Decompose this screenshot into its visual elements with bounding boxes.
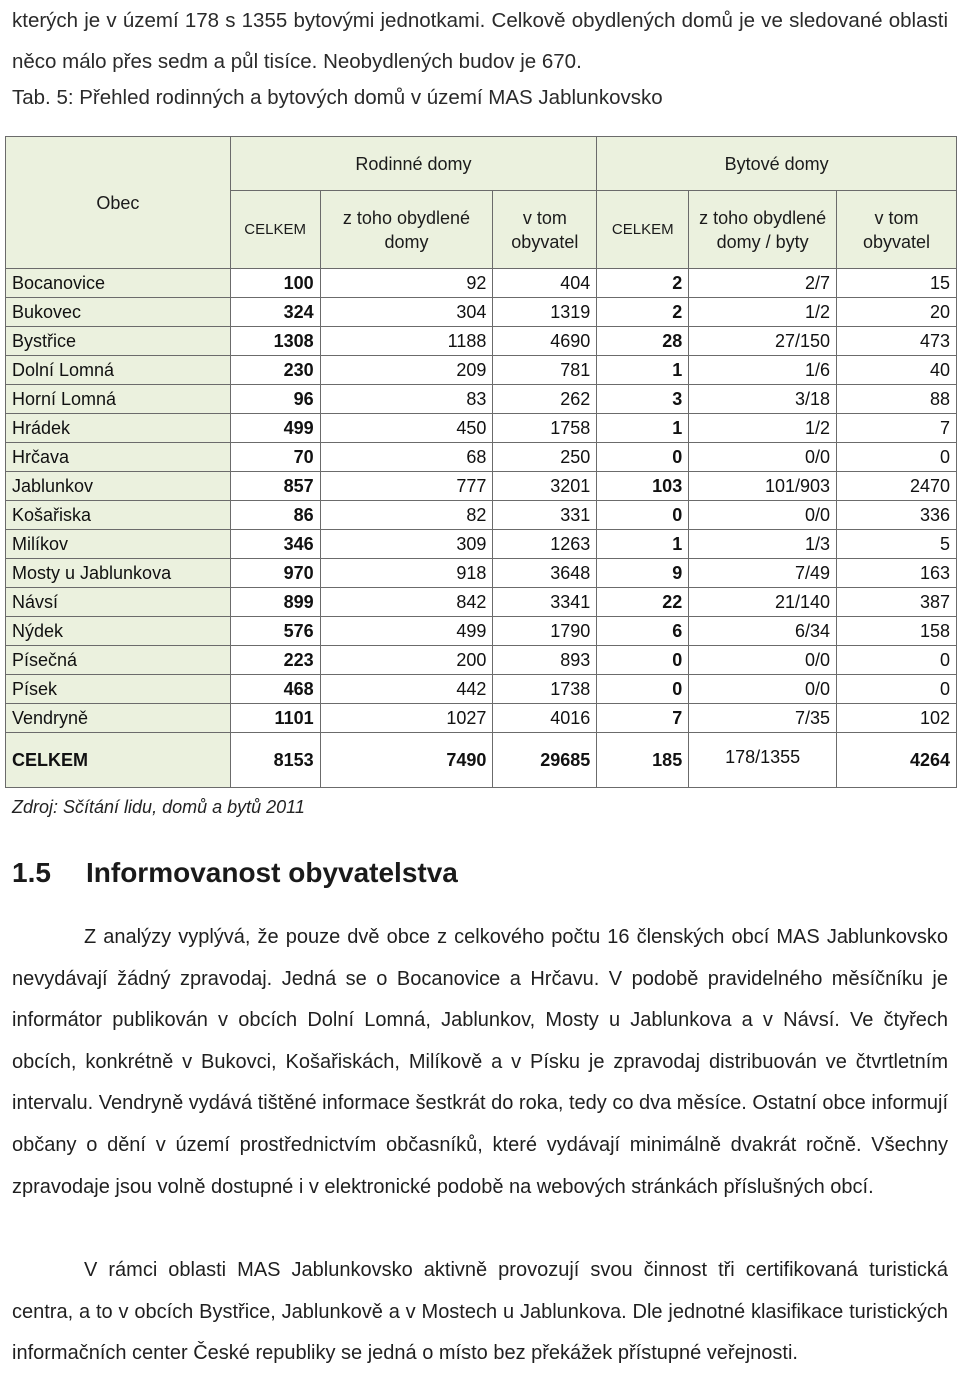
cell-b-celkem: 1	[597, 356, 689, 385]
cell-b-celkem: 2	[597, 298, 689, 327]
cell-b-obydlene: 7/49	[689, 559, 837, 588]
cell-b-obyvatel: 2470	[837, 472, 957, 501]
cell-b-celkem: 7	[597, 704, 689, 733]
cell-r-obyvatel: 1758	[493, 414, 597, 443]
paragraph-2	[12, 1250, 948, 1375]
table-row	[6, 675, 957, 704]
cell-r-celkem: 576	[230, 617, 320, 646]
total-r-celkem: 8153	[230, 733, 320, 788]
table-row	[6, 472, 957, 501]
cell-b-obydlene: 3/18	[689, 385, 837, 414]
cell-r-obydlene: 83	[320, 385, 493, 414]
header-b-obyvatel: v tom obyvatel	[837, 191, 957, 269]
table-row	[6, 269, 957, 298]
table-total-row	[6, 733, 957, 788]
cell-b-obyvatel: 7	[837, 414, 957, 443]
cell-obec: Milíkov	[6, 530, 231, 559]
cell-obec: Hrádek	[6, 414, 231, 443]
cell-b-obyvatel: 5	[837, 530, 957, 559]
cell-b-obydlene: 0/0	[689, 646, 837, 675]
cell-b-celkem: 0	[597, 675, 689, 704]
cell-b-obyvatel: 163	[837, 559, 957, 588]
table-row	[6, 356, 957, 385]
header-r-obydlene: z toho obydlené domy	[320, 191, 493, 269]
table-row	[6, 530, 957, 559]
cell-r-obydlene: 842	[320, 588, 493, 617]
cell-b-obydlene: 0/0	[689, 675, 837, 704]
cell-r-obyvatel: 404	[493, 269, 597, 298]
cell-r-obydlene: 68	[320, 443, 493, 472]
cell-b-celkem: 0	[597, 646, 689, 675]
cell-r-obyvatel: 262	[493, 385, 597, 414]
cell-b-celkem: 22	[597, 588, 689, 617]
cell-b-celkem: 1	[597, 414, 689, 443]
cell-r-celkem: 1308	[230, 327, 320, 356]
cell-b-obyvatel: 15	[837, 269, 957, 298]
cell-b-obydlene: 7/35	[689, 704, 837, 733]
cell-r-obyvatel: 1790	[493, 617, 597, 646]
cell-obec: Jablunkov	[6, 472, 231, 501]
cell-r-celkem: 230	[230, 356, 320, 385]
section-number: 1.5	[12, 857, 51, 888]
cell-r-celkem: 499	[230, 414, 320, 443]
cell-r-obyvatel: 4690	[493, 327, 597, 356]
cell-obec: Bocanovice	[6, 269, 231, 298]
cell-r-obydlene: 309	[320, 530, 493, 559]
header-obec: Obec	[6, 137, 231, 269]
cell-r-obyvatel: 3341	[493, 588, 597, 617]
cell-r-obyvatel: 3201	[493, 472, 597, 501]
cell-r-obydlene: 918	[320, 559, 493, 588]
cell-obec: Bystřice	[6, 327, 231, 356]
table-row	[6, 443, 957, 472]
intro-paragraph: kterých je v území 178 s 1355 bytovými jednotkami. Celkově obydlených domů je ve sledované oblasti něco málo přes sedm a půl tisíce. Neobydlených budov je 670.	[12, 9, 948, 73]
cell-r-celkem: 324	[230, 298, 320, 327]
table-row	[6, 617, 957, 646]
cell-r-celkem: 899	[230, 588, 320, 617]
cell-b-obydlene: 27/150	[689, 327, 837, 356]
cell-b-obyvatel: 0	[837, 675, 957, 704]
cell-b-celkem: 1	[597, 530, 689, 559]
cell-r-obydlene: 499	[320, 617, 493, 646]
cell-r-celkem: 70	[230, 443, 320, 472]
cell-b-celkem: 0	[597, 443, 689, 472]
table-row	[6, 327, 957, 356]
cell-r-obydlene: 1027	[320, 704, 493, 733]
cell-b-obyvatel: 387	[837, 588, 957, 617]
total-r-obyvatel: 29685	[493, 733, 597, 788]
cell-r-obyvatel: 1319	[493, 298, 597, 327]
cell-r-obyvatel: 1263	[493, 530, 597, 559]
header-b-obydlene: z toho obydlené domy / byty	[689, 191, 837, 269]
total-b-celkem: 185	[597, 733, 689, 788]
paragraph-1-text: Z analýzy vyplývá, že pouze dvě obce z celkového počtu 16 členských obcí MAS Jablunkovsko nevydávají žádný zpravodaj. Jedná se o Bocanovice a Hrčavu. V podobě pravidelného měsíčníku je informátor publikován v obcích Dolní Lomná, Jablunkov, Mosty u Jablunkova a v Návsí. Ve čtyřech obcích, konkrétně v Bukovci, Košařiskách, Milíkově a v Písku je zpravodaj distribuován ve čtvrtletním intervalu. Vendryně vydává tištěné informace šestkrát do roka, tedy co dva měsíce. Ostatní obce informují občany o dění v území prostřednictvím občasníků, které vydávají minimálně dvakrát ročně. Všechny zpravodaje jsou volně dostupné i v elektronické podobě na webových stránkách příslušných obcí.	[12, 926, 949, 1198]
cell-b-obyvatel: 336	[837, 501, 957, 530]
cell-b-obydlene: 6/34	[689, 617, 837, 646]
header-rodinne-domy: Rodinné domy	[230, 137, 597, 191]
cell-b-obydlene: 21/140	[689, 588, 837, 617]
cell-b-obydlene: 101/903	[689, 472, 837, 501]
cell-obec: Bukovec	[6, 298, 231, 327]
cell-r-obydlene: 92	[320, 269, 493, 298]
header-b-celkem: CELKEM	[597, 191, 689, 269]
cell-r-obyvatel: 781	[493, 356, 597, 385]
cell-b-obyvatel: 102	[837, 704, 957, 733]
cell-r-celkem: 1101	[230, 704, 320, 733]
table-source: Zdroj: Sčítání lidu, domů a bytů 2011	[12, 797, 305, 817]
cell-r-obydlene: 450	[320, 414, 493, 443]
cell-obec: Písečná	[6, 646, 231, 675]
cell-obec: Hrčava	[6, 443, 231, 472]
housing-table	[5, 136, 957, 788]
cell-b-obyvatel: 20	[837, 298, 957, 327]
cell-r-obyvatel: 4016	[493, 704, 597, 733]
section-title: Informovanost obyvatelstva	[86, 857, 458, 888]
cell-obec: Dolní Lomná	[6, 356, 231, 385]
cell-b-obydlene: 1/2	[689, 414, 837, 443]
cell-b-obyvatel: 0	[837, 443, 957, 472]
section-heading	[12, 857, 458, 889]
table-row	[6, 501, 957, 530]
cell-obec: Písek	[6, 675, 231, 704]
table-row	[6, 704, 957, 733]
total-b-obyvatel: 4264	[837, 733, 957, 788]
cell-r-obydlene: 304	[320, 298, 493, 327]
cell-r-obydlene: 82	[320, 501, 493, 530]
header-r-celkem: CELKEM	[230, 191, 320, 269]
cell-r-celkem: 86	[230, 501, 320, 530]
cell-b-obydlene: 1/2	[689, 298, 837, 327]
cell-b-celkem: 2	[597, 269, 689, 298]
table-caption: Tab. 5: Přehled rodinných a bytových domů v území MAS Jablunkovsko	[12, 86, 663, 109]
cell-obec: Košařiska	[6, 501, 231, 530]
cell-b-celkem: 9	[597, 559, 689, 588]
cell-r-obydlene: 442	[320, 675, 493, 704]
cell-obec: Nýdek	[6, 617, 231, 646]
cell-b-obydlene: 0/0	[689, 501, 837, 530]
cell-b-obyvatel: 473	[837, 327, 957, 356]
cell-r-obydlene: 209	[320, 356, 493, 385]
cell-obec: Horní Lomná	[6, 385, 231, 414]
total-r-obydlene: 7490	[320, 733, 493, 788]
cell-b-obydlene: 2/7	[689, 269, 837, 298]
cell-r-obyvatel: 3648	[493, 559, 597, 588]
cell-r-celkem: 970	[230, 559, 320, 588]
cell-r-obyvatel: 331	[493, 501, 597, 530]
cell-b-celkem: 3	[597, 385, 689, 414]
cell-obec: Vendryně	[6, 704, 231, 733]
total-label: CELKEM	[6, 733, 231, 788]
cell-b-obydlene: 0/0	[689, 443, 837, 472]
cell-b-celkem: 6	[597, 617, 689, 646]
cell-obec: Mosty u Jablunkova	[6, 559, 231, 588]
cell-b-obydlene: 1/3	[689, 530, 837, 559]
cell-b-obyvatel: 88	[837, 385, 957, 414]
table-row	[6, 298, 957, 327]
cell-r-obyvatel: 893	[493, 646, 597, 675]
header-bytove-domy: Bytové domy	[597, 137, 957, 191]
cell-r-celkem: 96	[230, 385, 320, 414]
cell-b-celkem: 103	[597, 472, 689, 501]
cell-b-celkem: 28	[597, 327, 689, 356]
table-row	[6, 588, 957, 617]
paragraph-2-text: V rámci oblasti MAS Jablunkovsko aktivně provozují svou činnost tři certifikovaná turistická centra, a to v obcích Bystřice, Jablunkově a v Mostech u Jablunkova. Dle jednotné klasifikace turistických informačních center České republiky se jedná o místo bez překážek přístupné veřejnosti.	[12, 1259, 948, 1365]
table-row	[6, 414, 957, 443]
cell-r-celkem: 857	[230, 472, 320, 501]
total-b-obydlene: 178/1355	[689, 733, 837, 788]
cell-r-obydlene: 200	[320, 646, 493, 675]
table-row	[6, 385, 957, 414]
table-row	[6, 559, 957, 588]
cell-r-celkem: 100	[230, 269, 320, 298]
header-r-obyvatel: v tom obyvatel	[493, 191, 597, 269]
cell-r-obydlene: 1188	[320, 327, 493, 356]
cell-b-celkem: 0	[597, 501, 689, 530]
cell-r-celkem: 346	[230, 530, 320, 559]
cell-r-celkem: 223	[230, 646, 320, 675]
cell-r-celkem: 468	[230, 675, 320, 704]
cell-b-obyvatel: 40	[837, 356, 957, 385]
cell-b-obyvatel: 158	[837, 617, 957, 646]
cell-r-obydlene: 777	[320, 472, 493, 501]
cell-r-obyvatel: 1738	[493, 675, 597, 704]
table-row	[6, 646, 957, 675]
cell-b-obydlene: 1/6	[689, 356, 837, 385]
paragraph-1	[12, 917, 948, 1208]
cell-obec: Návsí	[6, 588, 231, 617]
cell-r-obyvatel: 250	[493, 443, 597, 472]
cell-b-obyvatel: 0	[837, 646, 957, 675]
